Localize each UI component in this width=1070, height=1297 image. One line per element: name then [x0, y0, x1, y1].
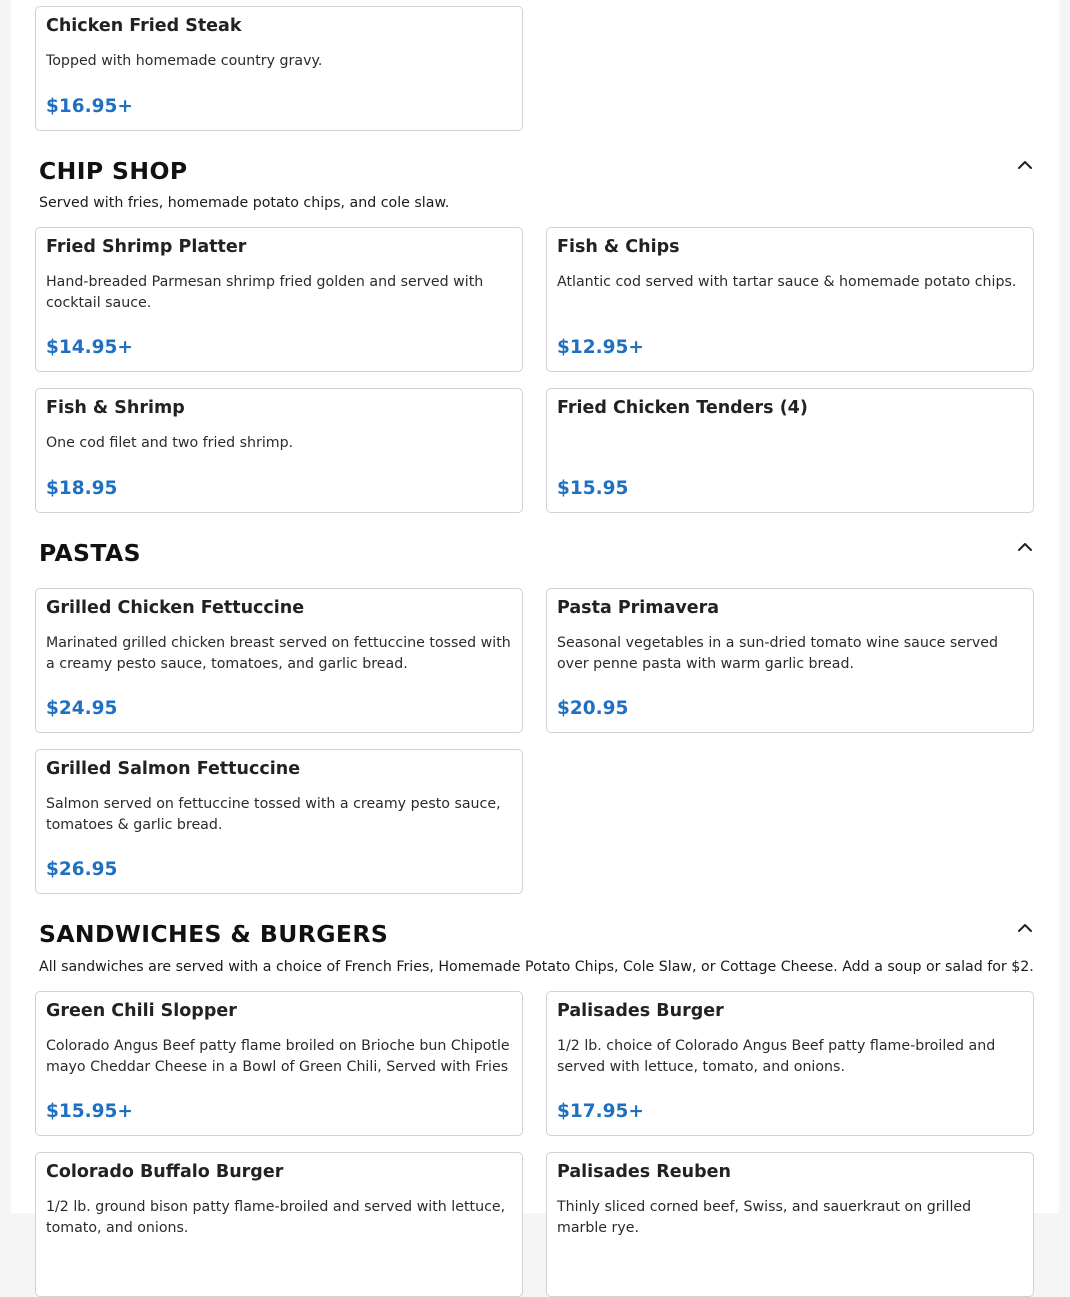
menu-item-name: Chicken Fried Steak	[46, 16, 242, 36]
menu-item-description: Colorado Angus Beef patty flame broiled on Brioche bun Chipotle mayo Cheddar Cheese in a Bowl of Green Chili, Served with Fries	[46, 1038, 510, 1075]
menu-item-description: Seasonal vegetables in a sun-dried tomato wine sauce served over penne pasta with warm garlic bread.	[557, 635, 998, 672]
menu-item-name: Grilled Salmon Fettuccine	[46, 759, 301, 779]
menu-item-description: One cod filet and two fried shrimp.	[46, 435, 294, 451]
section-title-sandwiches: SANDWICHES & BURGERS	[39, 920, 389, 948]
section-title-chip-shop: CHIP SHOP	[39, 157, 188, 185]
chevron-up-icon	[1017, 923, 1033, 933]
chevron-up-icon	[1017, 160, 1033, 170]
menu-item-name: Palisades Reuben	[557, 1162, 731, 1182]
menu-item-name: Colorado Buffalo Burger	[46, 1162, 284, 1182]
menu-page	[11, 0, 1059, 1236]
menu-item-name: Grilled Chicken Fettuccine	[46, 598, 305, 618]
menu-item-price: $18.95	[46, 478, 118, 499]
menu-item-description: Salmon served on fettuccine tossed with a creamy pesto sauce, tomatoes & garlic bread.	[46, 796, 501, 833]
menu-item-price: $16.95+	[46, 96, 133, 117]
menu-item-card[interactable]	[35, 991, 523, 1136]
menu-item-card[interactable]	[35, 1152, 523, 1297]
menu-item-description: Thinly sliced corned beef, Swiss, and sauerkraut on grilled marble rye.	[557, 1199, 972, 1236]
chevron-up-icon	[1017, 542, 1033, 552]
collapse-sandwiches-button[interactable]	[1011, 915, 1039, 941]
menu-item-description: 1/2 lb. ground bison patty flame-broiled and served with lettuce, tomato, and onions.	[46, 1199, 506, 1236]
menu-item-name: Palisades Burger	[557, 1001, 724, 1021]
menu-item-price: $15.95+	[46, 1101, 133, 1122]
section-subtitle-sandwiches: All sandwiches are served with a choice of French Fries, Homemade Potato Chips, Cole Slaw, or Cottage Cheese. Add a soup or salad for $2.	[39, 959, 1034, 975]
menu-item-price: $24.95	[46, 698, 118, 719]
collapse-pastas-button[interactable]	[1011, 534, 1039, 560]
menu-item-description: Hand-breaded Parmesan shrimp fried golden and served with cocktail sauce.	[46, 274, 484, 311]
menu-item-card[interactable]	[546, 991, 1034, 1136]
menu-item-name: Fried Shrimp Platter	[46, 237, 247, 257]
menu-item-price: $17.95+	[557, 1101, 644, 1122]
menu-item-card[interactable]	[35, 6, 523, 131]
menu-item-price: $26.95	[46, 859, 118, 880]
menu-item-card[interactable]	[35, 227, 523, 372]
menu-item-name: Fried Chicken Tenders (4)	[557, 398, 808, 418]
menu-item-card[interactable]	[35, 588, 523, 733]
menu-item-price: $12.95+	[557, 337, 644, 358]
menu-item-card[interactable]	[546, 588, 1034, 733]
menu-item-name: Green Chili Slopper	[46, 1001, 237, 1021]
menu-item-name: Fish & Shrimp	[46, 398, 185, 418]
section-subtitle-chip-shop: Served with fries, homemade potato chips, and cole slaw.	[39, 195, 450, 211]
menu-item-description: Atlantic cod served with tartar sauce & homemade potato chips.	[557, 274, 1017, 290]
menu-item-price: $14.95+	[46, 337, 133, 358]
menu-item-description: Marinated grilled chicken breast served on fettuccine tossed with a creamy pesto sauce, tomatoes, and garlic bread.	[46, 635, 511, 672]
menu-item-description: Topped with homemade country gravy.	[46, 53, 323, 69]
menu-item-card[interactable]	[546, 1152, 1034, 1297]
menu-item-card[interactable]	[35, 388, 523, 513]
collapse-chip-shop-button[interactable]	[1011, 152, 1039, 178]
menu-item-name: Fish & Chips	[557, 237, 680, 257]
menu-item-price: $15.95	[557, 478, 629, 499]
menu-item-card[interactable]	[546, 388, 1034, 513]
menu-item-name: Pasta Primavera	[557, 598, 720, 618]
menu-item-card[interactable]	[546, 227, 1034, 372]
menu-item-card[interactable]	[35, 749, 523, 894]
section-title-pastas: PASTAS	[39, 539, 141, 567]
menu-item-price: $20.95	[557, 698, 629, 719]
menu-item-description: 1/2 lb. choice of Colorado Angus Beef patty flame-broiled and served with lettuce, tomato, and onions.	[557, 1038, 996, 1075]
